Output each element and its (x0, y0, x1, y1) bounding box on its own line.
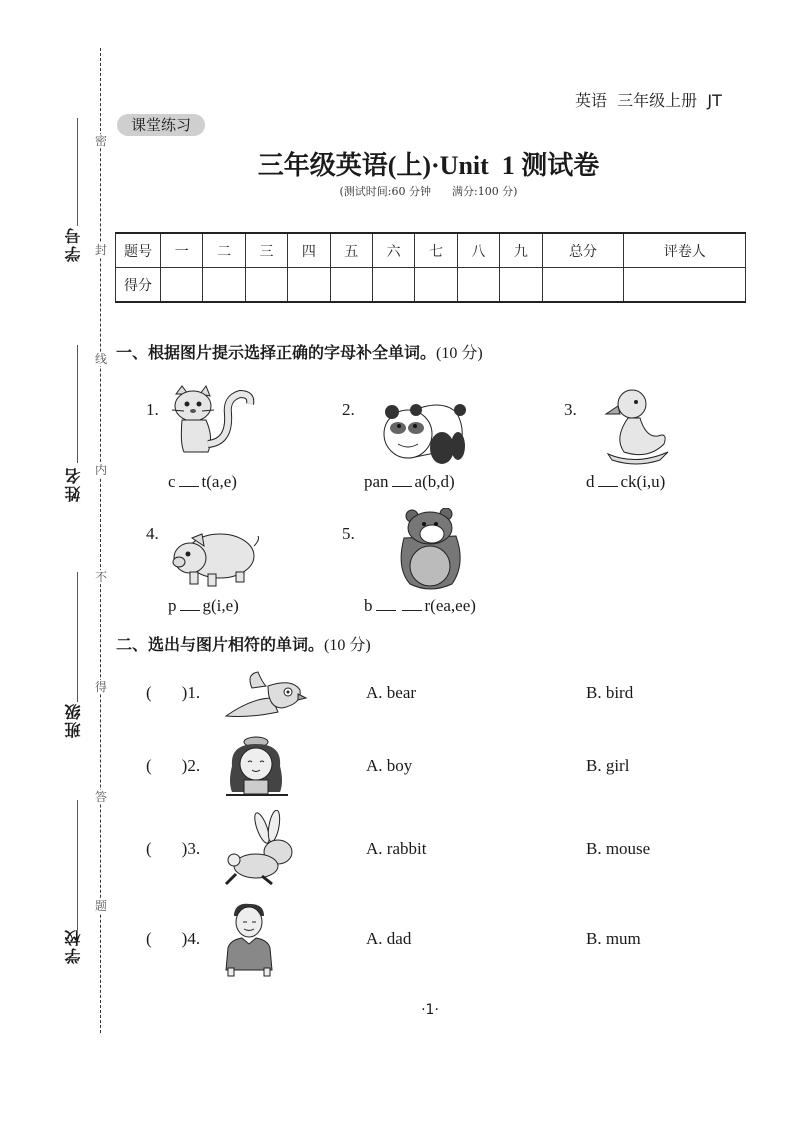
row-header: 得分 (116, 268, 161, 303)
section-2-heading: 二、选出与图片相符的单词。 (116, 635, 325, 654)
student-id-label: 学号 (64, 226, 83, 262)
score-cell[interactable] (542, 268, 624, 303)
option-b[interactable]: B. mum (586, 929, 641, 948)
section-1-points: (10 分) (436, 345, 483, 362)
duck-picture (600, 388, 672, 468)
question-number: 2. (342, 400, 355, 419)
seal-char: 答 (94, 790, 107, 804)
score-cell[interactable] (161, 268, 203, 303)
pig-picture (170, 528, 260, 588)
answer-blank[interactable] (376, 596, 396, 611)
section-2-points: (10 分) (324, 637, 371, 654)
question-number: 1. (146, 400, 159, 419)
seal-char: 内 (94, 463, 107, 477)
score-table (115, 232, 746, 303)
answer-bracket-open[interactable]: ( (146, 839, 152, 858)
question-row (146, 929, 200, 949)
seal-char: 线 (94, 352, 107, 366)
answer-blank[interactable] (179, 472, 199, 487)
score-cell[interactable] (624, 268, 746, 303)
rabbit-picture (222, 810, 298, 888)
option-a[interactable]: A. dad (366, 929, 412, 948)
column-header: 一 (161, 233, 203, 268)
question-row (146, 756, 200, 776)
student-id-field[interactable] (77, 118, 78, 226)
seal-dashed-line (100, 48, 101, 1033)
question-number: 5. (342, 524, 355, 543)
score-cell[interactable] (457, 268, 499, 303)
column-header: 总分 (542, 233, 624, 268)
word-puzzle: b r(ea,ee) (364, 596, 476, 615)
exam-info: (测试时间:60 分钟 满分:100 分) (339, 185, 518, 198)
score-cell[interactable] (245, 268, 287, 303)
column-header: 二 (203, 233, 245, 268)
score-cell[interactable] (500, 268, 542, 303)
answer-blank[interactable] (598, 472, 618, 487)
row-header: 题号 (116, 233, 161, 268)
word-puzzle: d ck(i,u) (586, 472, 666, 491)
bear-picture (396, 508, 466, 592)
option-b[interactable]: B. mouse (586, 839, 651, 858)
seal-char: 密 (94, 134, 107, 148)
score-row (116, 268, 746, 303)
school-label: 学校 (64, 928, 83, 964)
column-header: 八 (457, 233, 499, 268)
page-number: ·1· (421, 1002, 439, 1018)
section-2-title (116, 632, 371, 655)
score-cell[interactable] (288, 268, 330, 303)
class-label: 班级 (64, 702, 83, 738)
question-number: 3. (564, 400, 577, 419)
word-puzzle: pan a(b,d) (364, 472, 455, 491)
score-cell[interactable] (203, 268, 245, 303)
question-number: 4. (146, 524, 159, 543)
score-cell[interactable] (372, 268, 414, 303)
word-puzzle: p g(i,e) (168, 596, 239, 615)
column-header: 四 (288, 233, 330, 268)
practice-badge: 课堂练习 (117, 114, 205, 136)
option-a[interactable]: A. rabbit (366, 839, 427, 858)
option-a[interactable]: A. boy (366, 756, 413, 775)
option-b[interactable]: B. bird (586, 683, 634, 702)
column-header: 三 (245, 233, 287, 268)
answer-bracket-open[interactable]: ( (146, 683, 152, 702)
question-number: )3. (181, 839, 201, 858)
seal-char: 得 (94, 680, 107, 694)
question-number: )4. (181, 929, 201, 948)
score-cell[interactable] (415, 268, 457, 303)
class-field[interactable] (77, 572, 78, 702)
seal-char: 封 (94, 243, 107, 257)
question-number-row (116, 233, 746, 268)
name-label: 姓名 (64, 466, 83, 502)
answer-bracket-open[interactable]: ( (146, 756, 152, 775)
seal-char: 不 (94, 570, 107, 584)
question-number: )2. (181, 756, 201, 775)
page-title: 三年级英语(上)·Unit 1 测试卷 (257, 151, 600, 180)
bird-picture (222, 668, 308, 722)
cat-picture (168, 384, 258, 456)
answer-blank[interactable] (180, 596, 200, 611)
question-number: )1. (181, 683, 201, 702)
man-picture (224, 902, 274, 978)
question-row (146, 839, 200, 859)
section-1-heading: 一、根据图片提示选择正确的字母补全单词。 (116, 343, 437, 362)
column-header: 七 (415, 233, 457, 268)
seal-char: 题 (94, 899, 107, 913)
school-field[interactable] (77, 800, 78, 930)
section-1-title (116, 340, 483, 363)
column-header: 六 (372, 233, 414, 268)
subject-info: 英语 三年级上册 JT (575, 91, 722, 110)
column-header: 九 (500, 233, 542, 268)
answer-bracket-open[interactable]: ( (146, 929, 152, 948)
name-field[interactable] (77, 345, 78, 463)
option-b[interactable]: B. girl (586, 756, 630, 775)
question-row (146, 683, 200, 703)
answer-blank[interactable] (392, 472, 412, 487)
panda-picture (380, 398, 466, 468)
option-a[interactable]: A. bear (366, 683, 417, 702)
girl-picture (224, 736, 290, 798)
score-cell[interactable] (330, 268, 372, 303)
column-header: 五 (330, 233, 372, 268)
column-header: 评卷人 (624, 233, 746, 268)
word-puzzle: c t(a,e) (168, 472, 237, 491)
answer-blank[interactable] (402, 596, 422, 611)
